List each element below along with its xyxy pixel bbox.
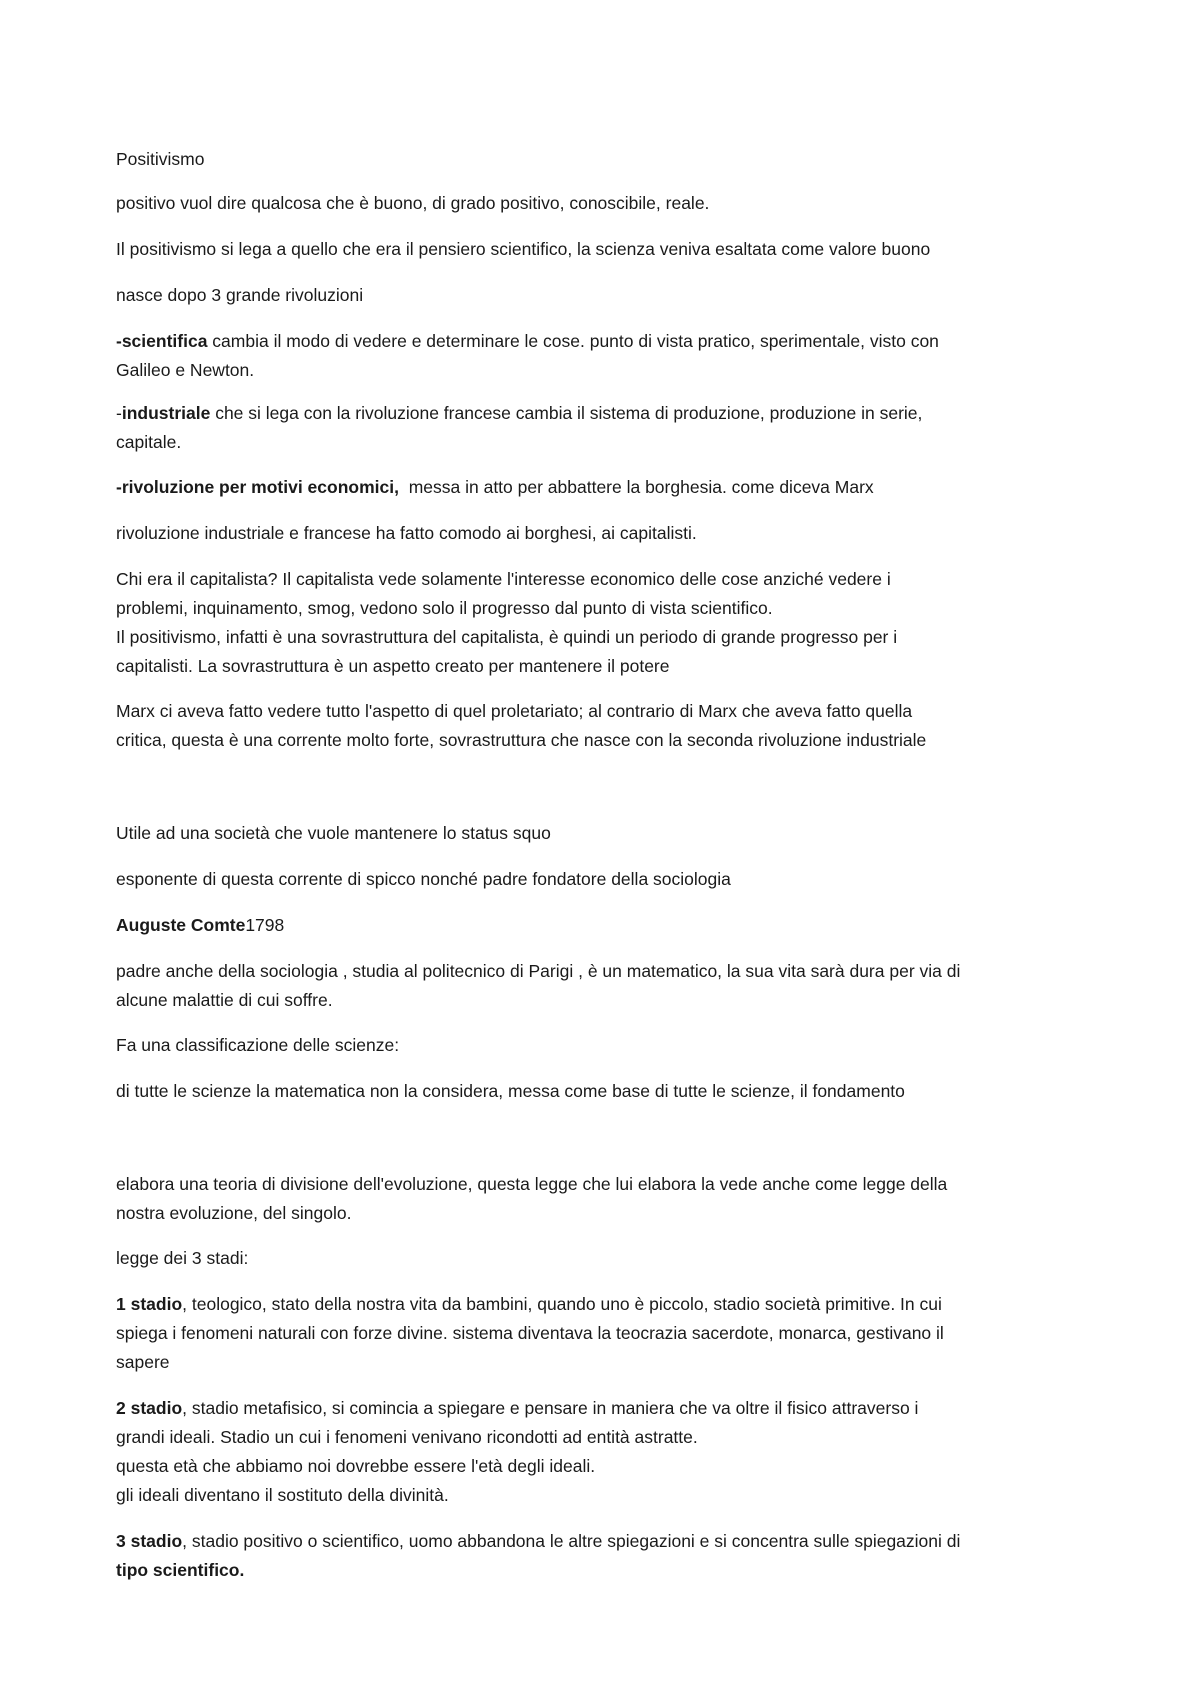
revolution-2-line-1 [116,401,922,425]
capitalista-line-2: problemi, inquinamento, smog, vedono solo il progresso dal punto di vista scientifico. [116,598,773,618]
comte-heading [116,913,284,937]
comte-name: Auguste Comte [116,915,246,935]
revolution-3-line [116,475,874,499]
stadio-2-label: 2 stadio [116,1398,183,1418]
stadio-3-label: 3 stadio [116,1531,183,1551]
stadio-2-line-4: gli ideali diventano il sostituto della divinità. [116,1485,449,1505]
revolution-2-line-2: capitale. [116,432,182,452]
stadio-1-line-3: sapere [116,1352,170,1372]
capitalista-line-1: Chi era il capitalista? Il capitalista vede solamente l'interesse economico delle cose anziché vedere i [116,569,891,589]
capitalista-line-4: capitalisti. La sovrastruttura è un aspetto creato per mantenere il potere [116,656,670,676]
revolution-1-line-2: Galileo e Newton. [116,360,255,380]
paragraph-positivo: positivo vuol dire qualcosa che è buono, di grado positivo, conoscibile, reale. [116,193,710,213]
marx-line-1: Marx ci aveva fatto vedere tutto l'aspetto di quel proletariato; al contrario di Marx che aveva fatto quella [116,701,913,721]
stadio-3-line-2 [116,1558,244,1582]
padre-line-2: alcune malattie di cui soffre. [116,990,333,1010]
paragraph-utile: Utile ad una società che vuole mantenere lo status squo [116,823,551,843]
padre-line-1: padre anche della sociologia , studia al politecnico di Parigi , è un matematico, la sua vita sarà dura per via di [116,961,961,981]
stadio-3-line-1 [116,1529,960,1553]
stadio-1-label: 1 stadio [116,1294,183,1314]
elabora-line-1: elabora una teoria di divisione dell'evoluzione, questa legge che lui elabora la vede anche come legge della [116,1174,948,1194]
stadio-2-text: , stadio metafisico, si comincia a spiegare e pensare in maniera che va oltre il fisico attraverso i [182,1398,919,1418]
stadio-2-line-3: questa età che abbiamo noi dovrebbe essere l'età degli ideali. [116,1456,596,1476]
revolution-2-dash: - [116,403,122,423]
paragraph-nasce: nasce dopo 3 grande rivoluzioni [116,285,364,305]
stadio-2-line-1 [116,1396,918,1420]
revolution-1-line-1 [116,329,939,353]
stadio-1-text: , teologico, stato della nostra vita da bambini, quando uno è piccolo, stadio società primitive. In cui [182,1294,942,1314]
paragraph-tutte-scienze: di tutte le scienze la matematica non la considera, messa come base di tutte le scienze, il fondamento [116,1081,905,1101]
stadio-1-line-2: spiega i fenomeni naturali con forze divine. sistema diventava la teocrazia sacerdote, monarca, gestivano il [116,1323,944,1343]
revolution-2-label: industriale [121,403,211,423]
stadio-3-text: , stadio positivo o scientifico, uomo abbandona le altre spiegazioni e si concentra sulle spiegazioni di [182,1531,961,1551]
stadio-2-line-2: grandi ideali. Stadio un cui i fenomeni venivano ricondotti ad entità astratte. [116,1427,698,1447]
paragraph-legge-stadi: legge dei 3 stadi: [116,1248,249,1268]
stadio-3-tipo: tipo scientifico. [116,1560,245,1580]
paragraph-comodo: rivoluzione industriale e francese ha fatto comodo ai borghesi, ai capitalisti. [116,523,697,543]
marx-line-2: critica, questa è una corrente molto forte, sovrastruttura che nasce con la seconda rivoluzione industriale [116,730,927,750]
paragraph-esponente: esponente di questa corrente di spicco nonché padre fondatore della sociologia [116,869,731,889]
revolution-3-text: messa in atto per abbattere la borghesia. come diceva Marx [398,477,874,497]
capitalista-line-3: Il positivismo, infatti è una sovrastruttura del capitalista, è quindi un periodo di grande progresso per i [116,627,898,647]
stadio-1-line-1 [116,1292,942,1316]
paragraph-lega: Il positivismo si lega a quello che era il pensiero scientifico, la scienza veniva esaltata come valore buono [116,239,931,259]
comte-year: 1798 [245,915,285,935]
revolution-1-label: -scientifica [116,331,208,351]
revolution-3-label: -rivoluzione per motivi economici, [116,477,399,497]
elabora-line-2: nostra evoluzione, del singolo. [116,1203,352,1223]
revolution-1-text: cambia il modo di vedere e determinare le cose. punto di vista pratico, sperimentale, visto con [207,331,939,351]
paragraph-classificazione: Fa una classificazione delle scienze: [116,1035,400,1055]
document-title: Positivismo [116,149,205,169]
revolution-2-text: che si lega con la rivoluzione francese cambia il sistema di produzione, produzione in serie, [210,403,923,423]
